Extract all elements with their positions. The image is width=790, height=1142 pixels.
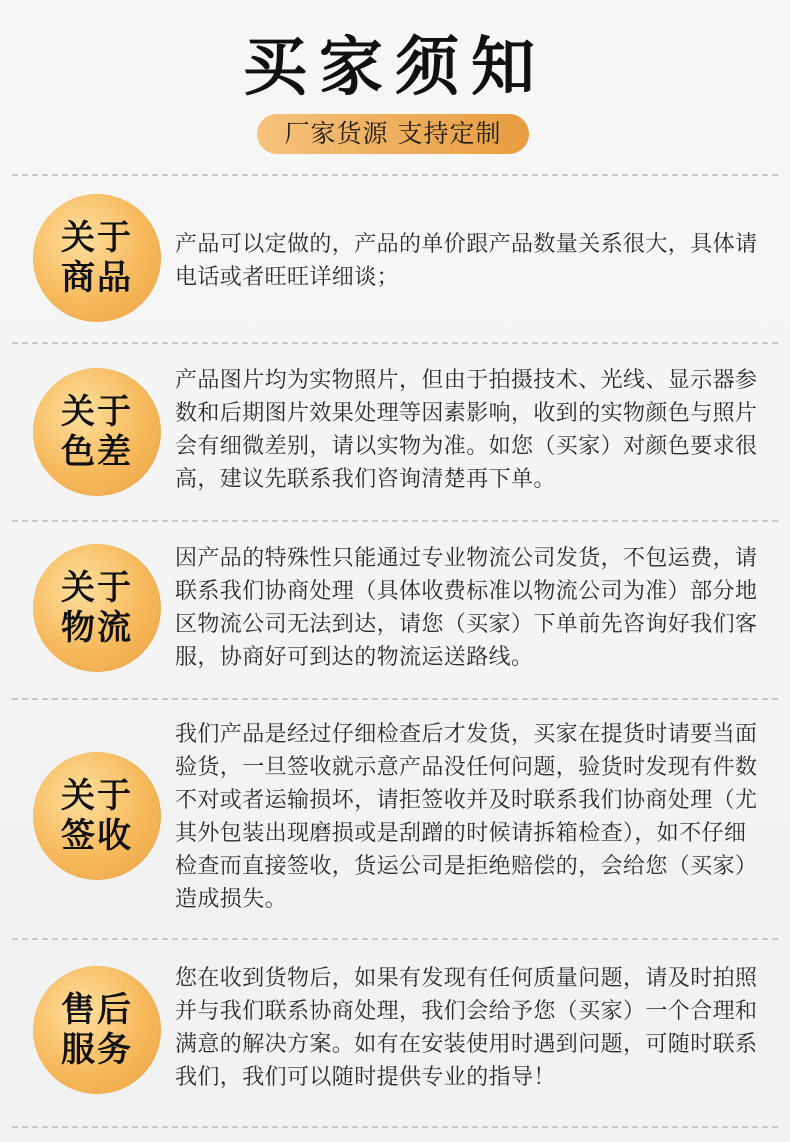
badge-signing: [33, 752, 161, 880]
badge-product: [33, 194, 161, 322]
page-title: 买家须知: [243, 31, 547, 105]
badge-line1: 关于: [61, 218, 133, 258]
section-after-sales: [0, 940, 790, 1124]
subtitle-pill: 厂家货源 支持定制: [257, 114, 529, 154]
section-text: 因产品的特殊性只能通过专业物流公司发货，不包运费，请联系我们协商处理（具体收费标准以物流公司为准）部分地区物流公司无法到达，请您（买家）下单前先咨询好我们客服，协商好可到达的物流运送路线。: [175, 546, 758, 670]
badge-color-difference: [33, 368, 161, 496]
section-product: [0, 176, 790, 342]
badge-line2: 服务: [61, 1030, 133, 1070]
badge-line1: 关于: [61, 568, 133, 608]
badge-line1: 售后: [61, 990, 133, 1030]
section-text: 您在收到货物后，如果有发现有任何质量问题，请及时拍照并与我们联系协商处理，我们会给予您（买家）一个合理和满意的解决方案。如有在安装使用时遇到问题，可随时联系我们，我们可以随时提供专业的指导！: [175, 966, 758, 1090]
badge-after-sales: [33, 966, 161, 1094]
badge-line2: 签收: [61, 816, 133, 856]
badge-line1: 关于: [61, 776, 133, 816]
section-text: 我们产品是经过仔细检查后才发货，买家在提货时请要当面验货，一旦签收就示意产品没任何问题，验货时发现有件数不对或者运输损坏，请拒签收并及时联系我们协商处理（尤其外包装出现磨损或是刮蹭的时候请拆箱检查），如不仔细检查而直接签收，货运公司是拒绝赔偿的，会给您（买家）造成损失。: [175, 722, 758, 912]
section-color-difference: [0, 344, 790, 520]
badge-line2: 物流: [61, 608, 133, 648]
section-signing: [0, 700, 790, 938]
section-logistics: [0, 522, 790, 698]
badge-logistics: [33, 544, 161, 672]
divider: [12, 1126, 778, 1128]
badge-line2: 商品: [61, 258, 133, 298]
section-text: 产品可以定做的，产品的单价跟产品数量关系很大，具体请电话或者旺旺详细谈；: [175, 232, 758, 290]
badge-line2: 色差: [61, 432, 133, 472]
badge-line1: 关于: [61, 392, 133, 432]
section-text: 产品图片均为实物照片，但由于拍摄技术、光线、显示器参数和后期图片效果处理等因素影响，收到的实物颜色与照片会有细微差别，请以实物为准。如您（买家）对颜色要求很高，建议先联系我们咨询清楚再下单。: [175, 368, 758, 492]
header: [0, 0, 790, 170]
